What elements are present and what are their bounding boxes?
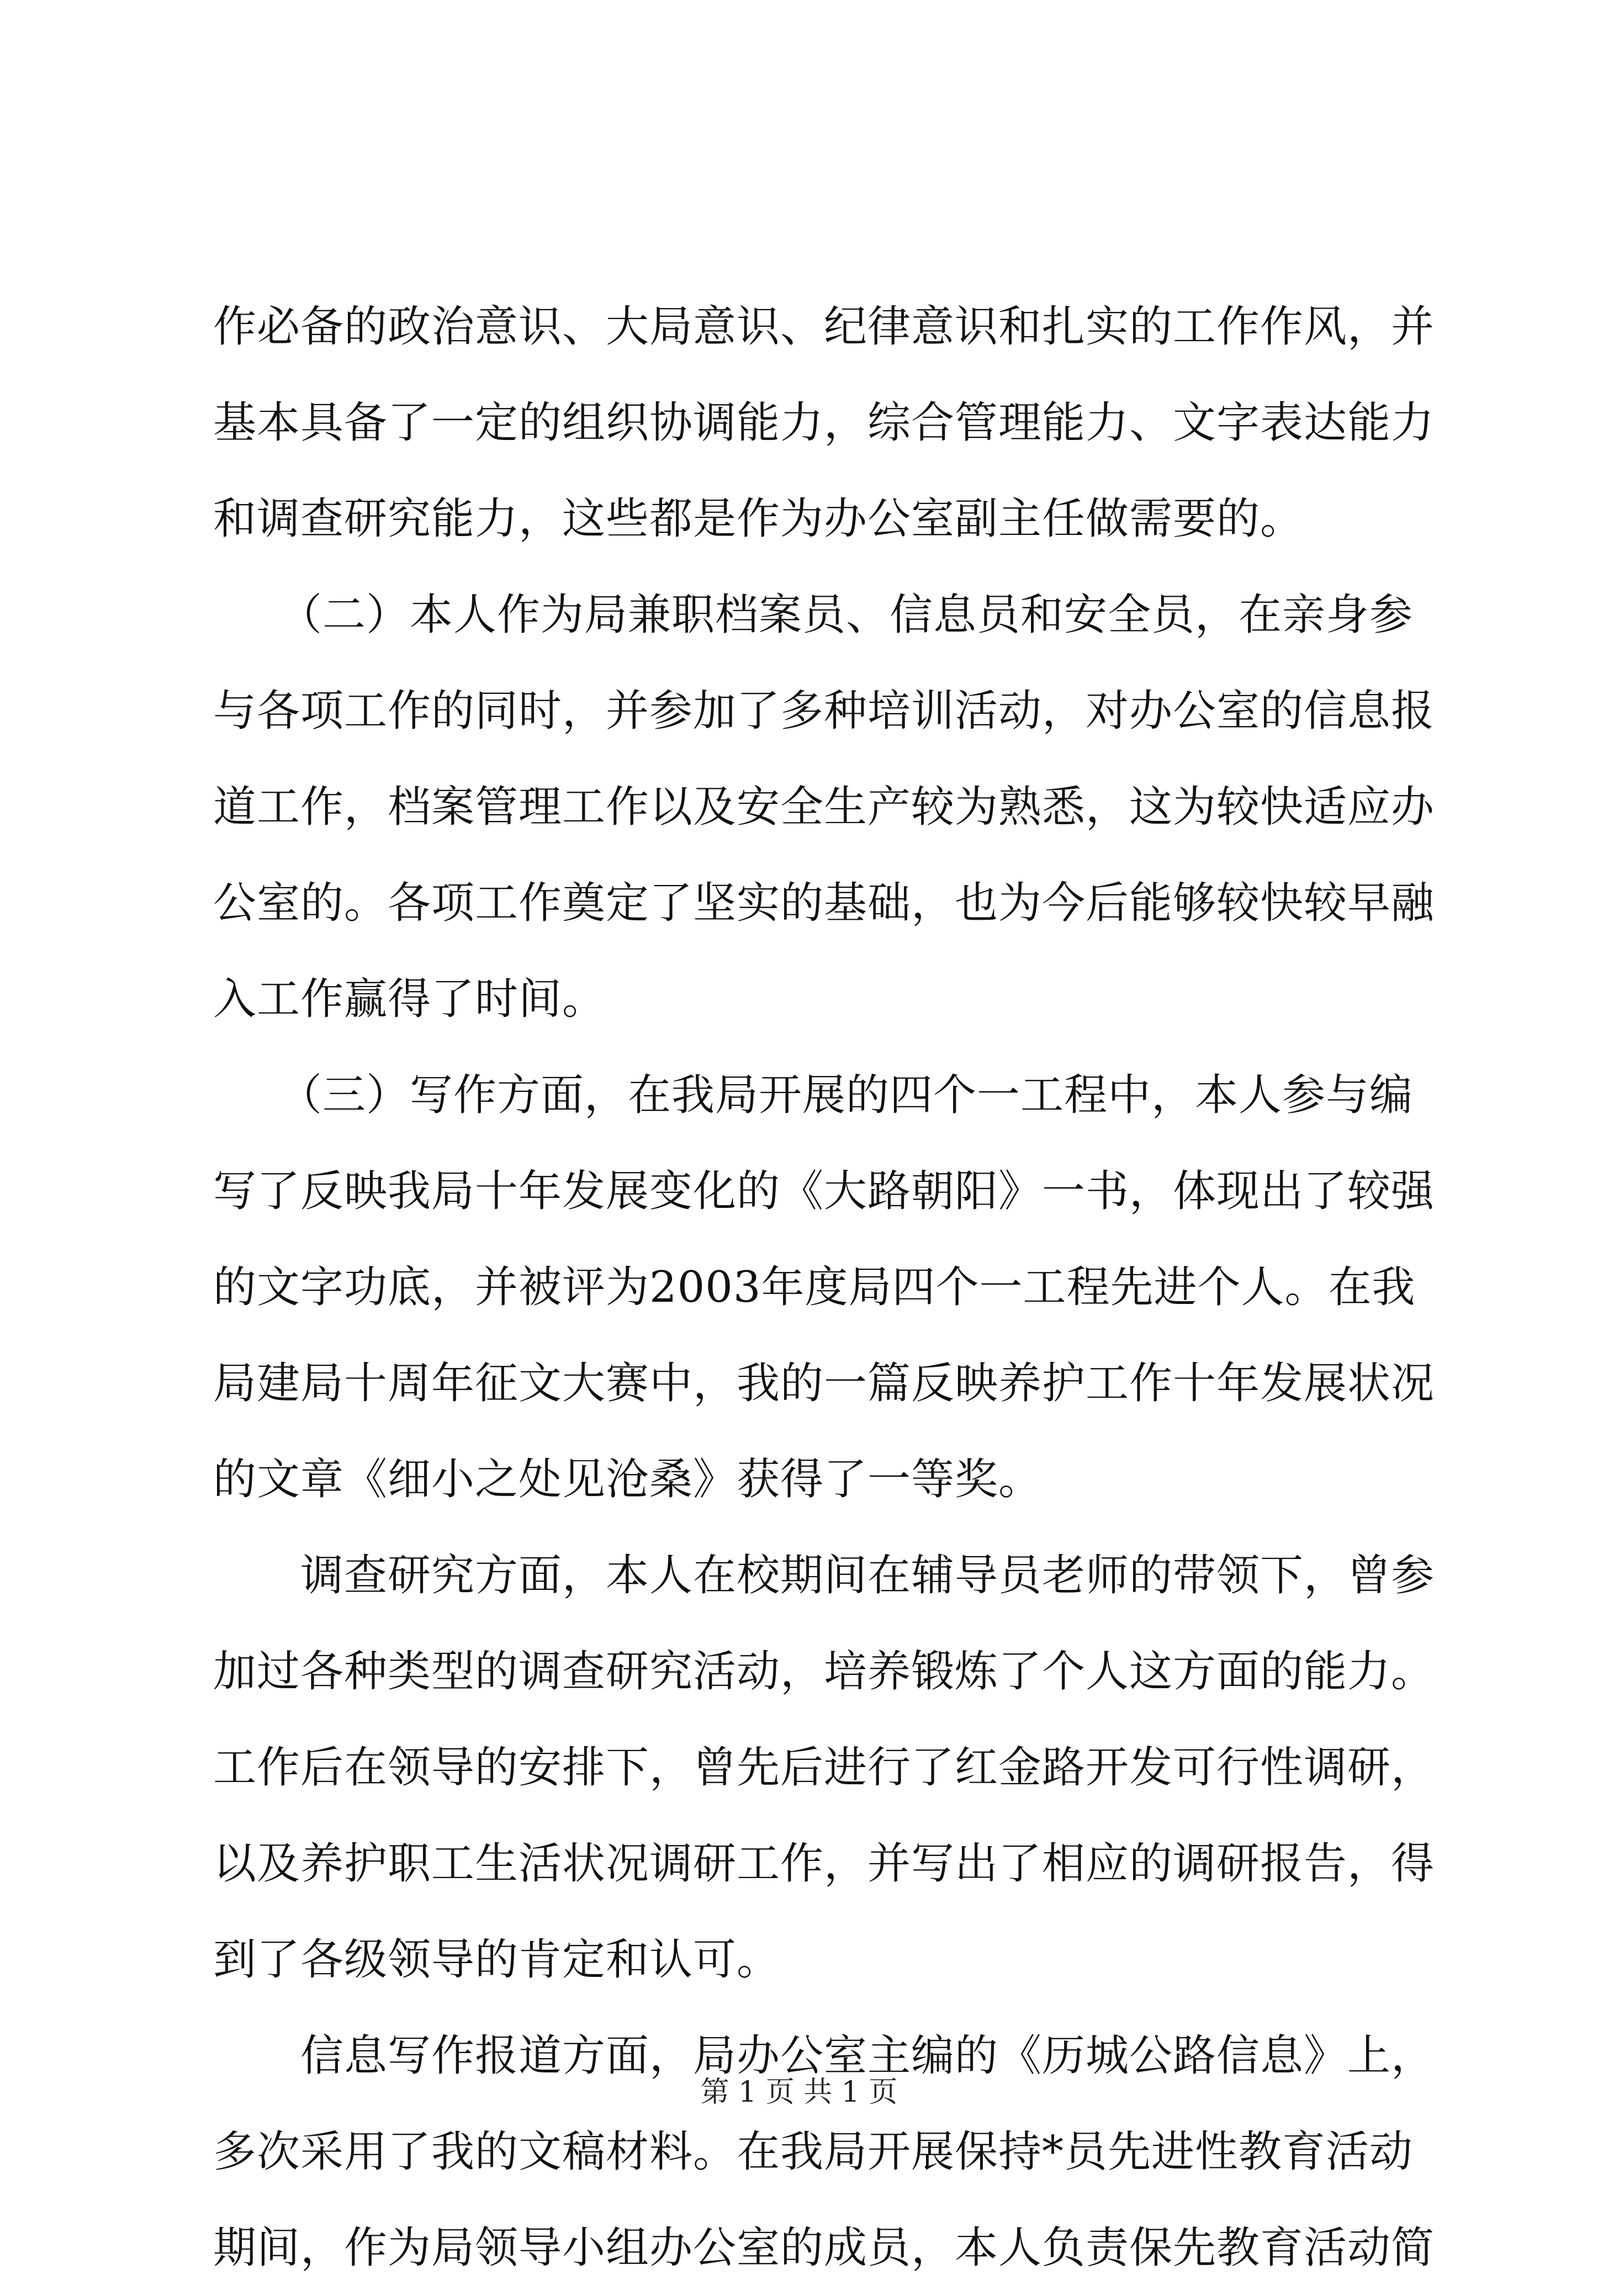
text-line-8: 入工作赢得了时间。 [213,974,606,1024]
text-line-4: （二）本人作为局兼职档案员、信息员和安全员，在亲身参 [213,590,1414,640]
text-line-3: 和调查研究能力，这些都是作为办公室副主任做需要的。 [213,494,1304,544]
text-line-16: 工作后在领导的安排下，曾先后进行了红金路开发可行性调研， [213,1743,1435,1793]
text-line-5: 与各项工作的同时，并参加了多种培训活动，对办公室的信息报 [213,686,1435,736]
page-number-label: 第 1 页 共 1 页 [700,2076,898,2109]
text-line-1: 作必备的政治意识、大局意识、纪律意识和扎实的工作作风，并 [213,302,1435,352]
text-line-6: 道工作，档案管理工作以及安全生产较为熟悉，这为较快适应办 [213,782,1435,832]
text-line-20: 多次采用了我的文稿材料。在我局开展保持*员先进性教育活动 [213,2127,1414,2177]
text-line-18: 到了各级领导的肯定和认可。 [213,1935,781,1985]
page-footer [0,2070,1598,2114]
text-line-21: 期间，作为局领导小组办公室的成员，本人负责保先教育活动简 [213,2223,1435,2273]
text-line-12: 局建局十周年征文大赛中，我的一篇反映养护工作十年发展状况 [213,1359,1435,1408]
text-line-15: 加过各种类型的调查研究活动，培养锻炼了个人这方面的能力。 [213,1647,1435,1696]
text-line-13: 的文章《细小之处见沧桑》获得了一等奖。 [213,1455,1043,1504]
body-text [213,279,1435,2296]
text-line-19: 信息写作报道方面，局办公室主编的《历城公路信息》上， [213,2031,1435,2081]
text-line-10: 写了反映我局十年发展变化的《大路朝阳》一书，体现出了较强 [213,1166,1435,1216]
text-line-11: 的文字功底，并被评为2003年度局四个一工程先进个人。在我 [213,1263,1416,1312]
text-line-9: （三）写作方面，在我局开展的四个一工程中，本人参与编 [213,1070,1414,1120]
text-line-17: 以及养护职工生活状况调研工作，并写出了相应的调研报告，得 [213,1839,1435,1889]
text-line-2: 基本具备了一定的组织协调能力，综合管理能力、文字表达能力 [213,398,1435,448]
text-line-7: 公室的。各项工作奠定了坚实的基础，也为今后能够较快较早融 [213,878,1435,928]
text-line-14: 调查研究方面，本人在校期间在辅导员老师的带领下，曾参 [213,1551,1435,1600]
